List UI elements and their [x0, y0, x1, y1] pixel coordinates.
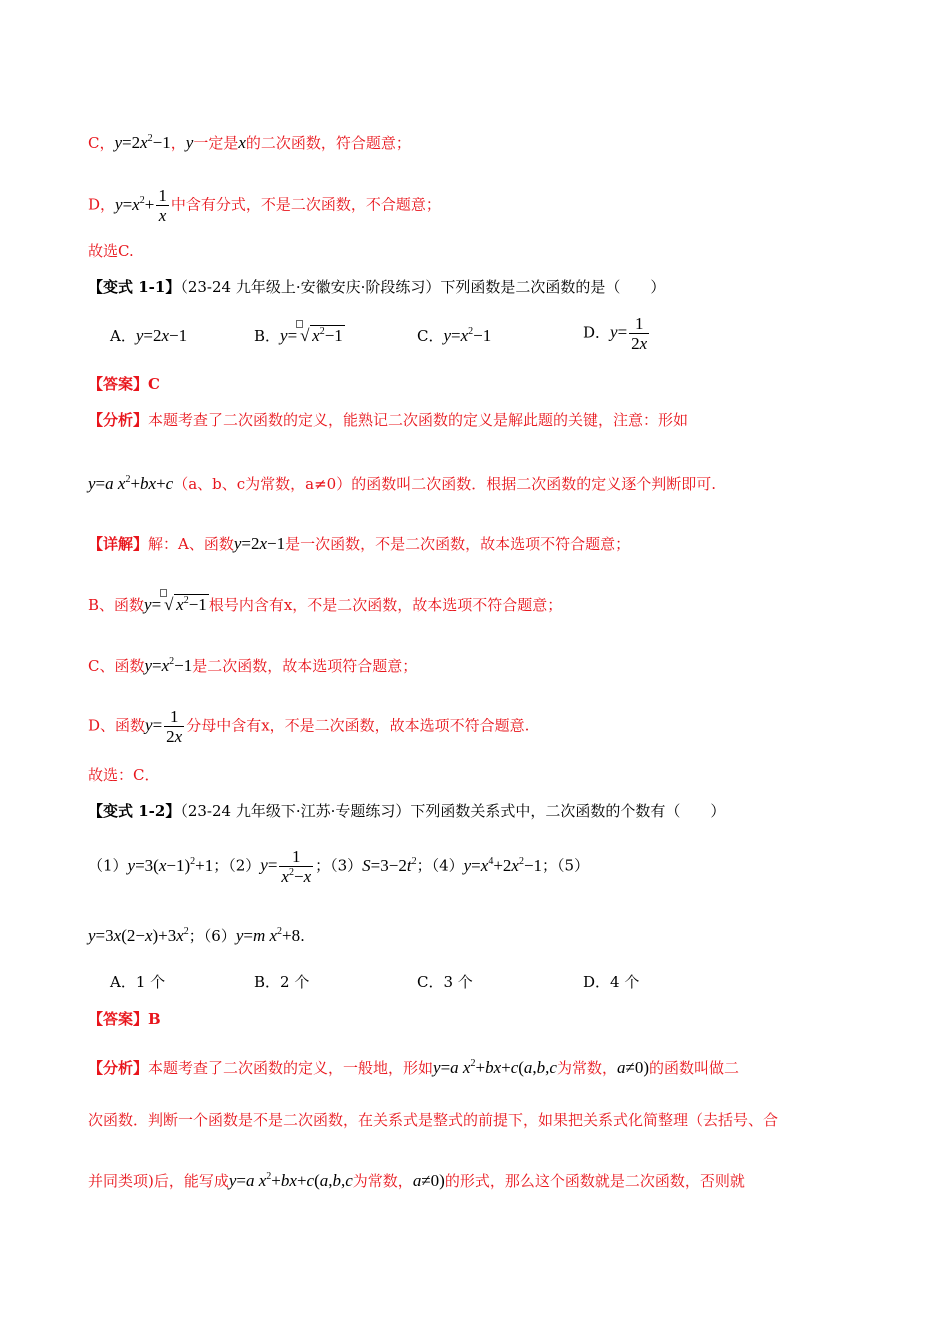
q2-answer: 【答案】B: [88, 1010, 161, 1028]
q1-detail-c: C、函数$y=x^2-1$是二次函数，故本选项符合题意；: [88, 656, 418, 675]
fraction-1-over-x: $\frac{1}{x}$: [158, 186, 167, 225]
q2-option-d[interactable]: D．4 个: [583, 973, 640, 991]
option-c-prefix: C，: [88, 134, 115, 152]
q2-functions-line1: $(1)y=3(x-1)^2+1$；（2）y= $\frac{1}{x^2-x}$ ；$(3)S=3-2t^2$；$(4)y=x^4+2x^2-1$；（5）: [88, 847, 590, 886]
q1-detail-b: B、函数y= √ $x^2-1$ 根号内含有x，不是二次函数，故本选项不符合题意；: [88, 595, 562, 615]
q2-option-a[interactable]: A．1 个: [110, 973, 166, 991]
option-d-text: 中含有分式，不是二次函数，不合题意；: [170, 195, 441, 214]
q1-conclusion: 故选：C．: [88, 766, 160, 784]
option-d-explanation: [88, 186, 441, 225]
q1-analysis-line1: 【分析】本题考查了二次函数的定义，能熟记二次函数的定义是解此题的关键，注意：形如: [88, 411, 689, 429]
q2-analysis-line3: 并同类项)后，能写成y=a $x^2+bx+c(a,b,c$为常数，a≠0)的形式，那么这个函数就是二次函数，否则就: [88, 1171, 745, 1190]
q2-option-b[interactable]: B．2 个: [254, 973, 310, 991]
q1-option-a[interactable]: A．y=2x−1: [110, 326, 188, 345]
q2-option-c[interactable]: C．3 个: [417, 973, 473, 991]
question-source: （23-24 九年级上·安徽安庆·阶段练习）下列函数是二次函数的是（ ）: [180, 278, 666, 296]
formula-c: $y=2x^2-1$: [114, 133, 171, 152]
q1-analysis-line2: y=a $x^2+bx+c(a$、b、c为常数，a≠0）的函数叫二次函数．根据二次函数的定义逐个判断即可.: [88, 474, 716, 493]
question-tag: 【变式 1-1】: [88, 278, 181, 296]
q1-option-c[interactable]: C．$y=x^2-1$: [417, 326, 492, 345]
question-1-1-header: [88, 277, 665, 297]
option-c-explanation: C，$y=2x^2-1$，y一定是x的二次函数，符合题意；: [88, 133, 411, 152]
choice-conclusion: 故选C.: [88, 242, 134, 260]
q1-detail-d: D、函数y= $\frac{1}{2x}$ 分母中含有x，不是二次函数，故本选项不符合题意.: [88, 707, 530, 746]
q1-answer: 【答案】C: [88, 375, 160, 393]
option-d-prefix: D，: [88, 195, 116, 214]
formula-d: $y=x^2+$: [115, 194, 155, 214]
q1-option-d[interactable]: D．y= $\frac{1}{2x}$: [583, 314, 648, 353]
question-1-2-header: 【变式 1-2】（23-24 九年级下·江苏·专题练习）下列函数关系式中，二次函数的个数有（ ）: [88, 802, 726, 820]
q2-analysis-line2: 次函数．判断一个函数是不是二次函数，在关系式是整式的前提下，如果把关系式化简整理（去括号、合: [88, 1111, 779, 1129]
q2-functions-line2: $y=3x(2-x)+3x^2$；（6）y=m $x^2+8$.: [88, 926, 305, 945]
comma: ，: [170, 134, 186, 152]
q1-option-b[interactable]: B．y= √ $x^2-1$: [254, 326, 345, 346]
q1-detail-a: 【详解】解：A、函数y=2x−1是一次函数，不是二次函数，故本选项不符合题意；: [88, 534, 631, 553]
q2-analysis-line1: 【分析】本题考查了二次函数的定义，一般地，形如y=a $x^2+bx+c(a,b,c$为常数，a≠0)的函数叫做二: [88, 1058, 739, 1077]
